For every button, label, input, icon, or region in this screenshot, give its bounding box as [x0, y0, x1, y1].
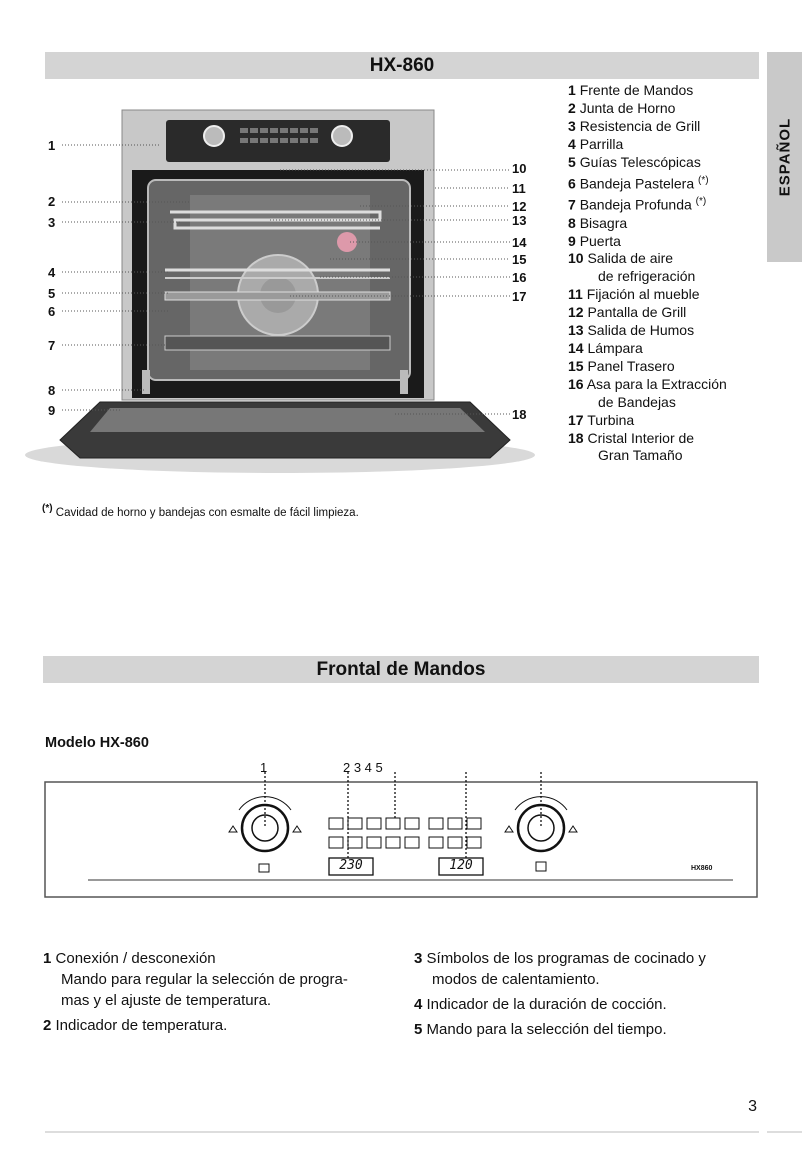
legend-item: 7 Bandeja Profunda (*)	[568, 196, 707, 213]
callout-10: 10	[512, 161, 527, 176]
control-panel	[43, 770, 759, 910]
callout-15: 15	[512, 252, 527, 267]
callout-9: 9	[48, 403, 56, 418]
legend-item-cont: Gran Tamaño	[598, 447, 683, 464]
desc-item: 1 Conexión / desconexión Mando para regular la selección de progra- mas y el ajuste de temperatura.	[43, 950, 348, 1009]
callout-12: 12	[512, 199, 527, 214]
deep-tray	[165, 336, 390, 350]
legend-item: 6 Bandeja Pastelera (*)	[568, 174, 709, 192]
callout-8: 8	[48, 383, 56, 398]
callout-11: 11	[512, 181, 526, 196]
header-bar	[45, 52, 759, 79]
desc-item: 2 Indicador de temperatura.	[43, 1017, 228, 1034]
left-knob-mini	[204, 126, 224, 146]
model-label: Modelo HX-860	[45, 735, 149, 751]
section-bar	[43, 656, 759, 683]
callout-13: 13	[512, 213, 527, 228]
duration-value: 120	[449, 858, 473, 873]
legend-item: 14 Lámpara	[568, 340, 643, 356]
temperature-value: 230	[339, 858, 363, 873]
callout-3: 3	[48, 215, 56, 230]
legend-item: 11 Fijación al mueble	[568, 286, 700, 303]
callout-1: 1	[48, 138, 56, 153]
panel-callout-1: 1	[260, 760, 268, 775]
footer-rule-tab	[767, 1131, 802, 1133]
right-knob-mini	[332, 126, 352, 146]
page-title: HX-860	[369, 55, 435, 76]
legend-item: 4 Parrilla	[568, 135, 624, 152]
callout-17: 17	[512, 289, 527, 304]
language-label: ESPAÑOL	[776, 117, 793, 197]
callout-5: 5	[48, 286, 56, 301]
footnote-mark: (*)	[42, 503, 53, 514]
legend-item: 16 Asa para la Extracción	[568, 375, 727, 392]
footer-rule	[45, 1131, 759, 1133]
desc-item: 5 Mando para la selección del tiempo.	[414, 1021, 667, 1038]
callout-16: 16	[512, 270, 527, 285]
callout-18: 18	[512, 407, 527, 422]
descriptions-right	[414, 948, 764, 1044]
oven-illustration	[0, 100, 560, 500]
hinge-right	[400, 370, 408, 394]
legend-item: 18 Cristal Interior de	[568, 429, 695, 446]
footnote	[42, 503, 359, 519]
callout-6: 6	[48, 304, 56, 319]
legend-item: 17 Turbina	[568, 411, 635, 428]
panel-callout-2345: 2 3 4 5	[343, 760, 383, 775]
legend-item-cont: de Bandejas	[598, 393, 676, 410]
legend-item: 15 Panel Trasero	[568, 357, 675, 374]
legend-item: 8 Bisagra	[568, 214, 628, 231]
parts-legend	[568, 82, 766, 465]
legend-item: 5 Guías Telescópicas	[568, 153, 701, 170]
timer-indicator	[536, 862, 546, 871]
legend-item: 10 Salida de aire	[568, 250, 674, 267]
legend-item: 9 Puerta	[568, 232, 621, 249]
callout-4: 4	[48, 265, 56, 280]
callout-7: 7	[48, 338, 56, 353]
footnote-text: Cavidad de horno y bandejas con esmalte de fácil limpieza.	[55, 506, 359, 519]
legend-item: 1 Frente de Mandos	[568, 82, 694, 98]
brand-label: HX860	[691, 865, 713, 872]
desc-item: 4 Indicador de la duración de cocción.	[414, 996, 667, 1013]
callout-2: 2	[48, 194, 56, 209]
legend-item: 12 Pantalla de Grill	[568, 304, 687, 321]
section-title: Frontal de Mandos	[316, 659, 486, 680]
language-tab	[767, 52, 802, 262]
legend-item: 2 Junta de Horno	[568, 99, 676, 116]
descriptions-left	[43, 948, 389, 1040]
legend-item: 13 Salida de Humos	[568, 322, 695, 339]
power-indicator	[259, 864, 269, 872]
legend-item: 3 Resistencia de Grill	[568, 117, 701, 134]
legend-item-cont: de refrigeración	[598, 268, 696, 285]
callout-14: 14	[512, 235, 527, 250]
door-glass	[90, 408, 485, 432]
desc-item: 3 Símbolos de los programas de cocinado y modos de calentamiento.	[414, 950, 706, 988]
page-number: 3	[748, 1098, 757, 1115]
